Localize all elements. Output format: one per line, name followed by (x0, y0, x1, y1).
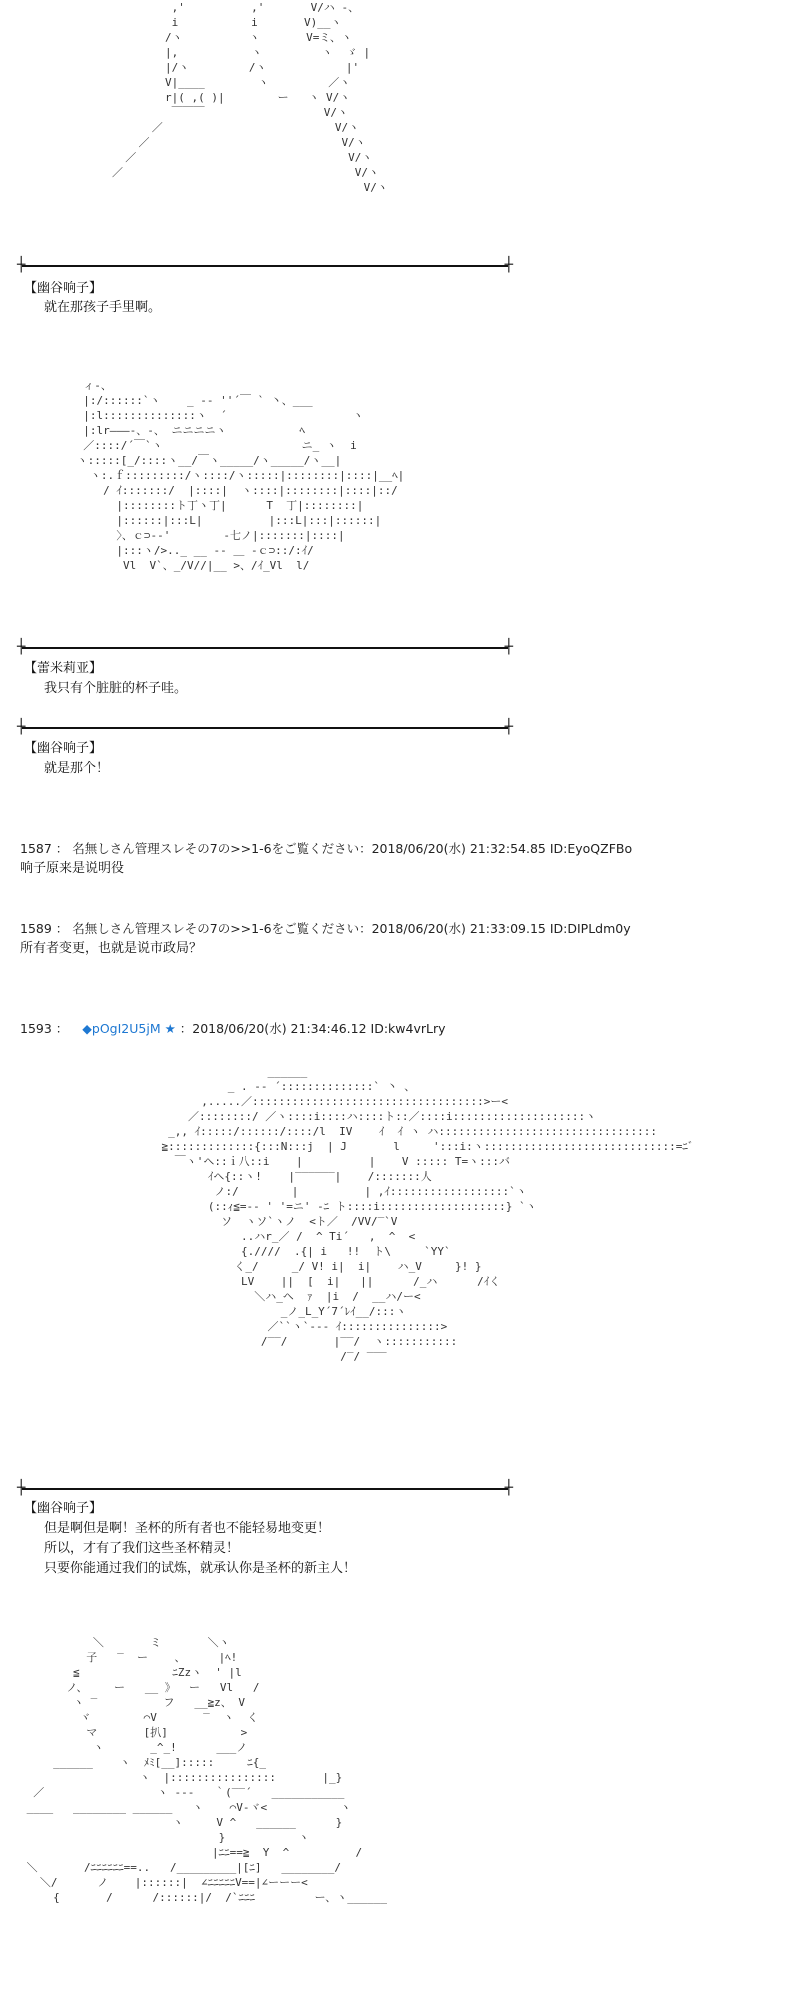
divider-1 (17, 257, 513, 273)
post-header: 1589 ： 名無しさん管理スレその7の>>1-6をご覧ください：2018/06/20(水) 21:33:09.15 ID:DIPLdm0y (20, 921, 631, 936)
ascii-art-2: ィ‐、 |:/::::::`ヽ _ -‐ ''´￣ ` 丶、___ |:l::::::::::::::ヽ ´ ヽ |:lr―――-、-、 ニニニニヽ ﾍ ／::::/´￣`ヽ ニ_ ヽ i ヽ:::::[_/::::ヽ__/￣ヽ_____/ヽ_____/ヽ__| ヽ:.ｆ:::::::::/ヽ::::/ヽ:::::|::::::::|::::|__ﾍ| / ｲ:::::::/ |::::| ヽ::::|::::::::|::::|::/ |::::::::ト丁ヽ丁| T 丁|::::::::| |::::::|:::L| |:::L|:::|::::::| 〉、ｃ⊃-‐' ‐七ノ|:::::::|::::| |:::ヽ/>.._ __ -‐ ＿ ‐ｃ⊃::/:ｲ/ Vl V`、_/V//|__ >、/ｲ_Vl l/ (76, 379, 405, 572)
cross-mark-icon: ┼ (17, 639, 26, 655)
divider-3 (17, 719, 513, 735)
author-trip[interactable]: ◆pOgI2U5jM ★ (82, 1021, 176, 1036)
speech-line: 我只有个脏脏的杯子哇。 (44, 681, 188, 696)
speech-line: 只要你能通过我们的试炼，就承认你是圣杯的新主人！ (44, 1561, 357, 1576)
post-meta: ：2018/06/20(水) 21:34:46.12 ID:kw4vrLry (179, 1021, 446, 1036)
cross-mark-icon: ┼ (504, 719, 513, 735)
cross-mark-icon: ┼ (504, 1480, 513, 1496)
ascii-art-3: ______ _ . -‐ ´::::::::::::::` 丶 、 ,.....／:::::::::::::::::::::::::::::::::::>ー< ／::::::::/ ／ヽ::::i::::ハ::::ト::／::::i::::::::::::::::::::ヽ _,, ｲ:::::/::::::/::::/l IV ｲ ｲ ヽ ハ::::::::::::::::::::::::::::::::: ≧:::::::::::::{:::N:::j | J l ':::i:ヽ:::::::::::::::::::::::::::::=ﾆ゛ ￣ヽ'ヘ::ｉ八::i | | V ::::: T=ヽ:::バ ｲヘ{::ヽ! |‾‾‾‾‾‾| /:::::::人 ノ:/ | | ,ｲ::::::::::::::::::`ヽ (::ｨ≦=-‐ ' '=ニ' ‐ﾆ ト::::i:::::::::::::::::::} `ヽ ソ ヽソ`ヽノ <ト／ /VV/‾`V ..ハr_／ / ^ Ti´ , ^ < {.//// .{| i !! ト\ `YY` く_/ _/ V! i| i| ハ_V }! } LV || [ i| || /_ハ /ｲく ＼ハ_ヘ ｧ |i / __ハ/ー< _ノ_L_Y´7´ﾚｲ__/:::ヽ ／``ヽ`‐-‐ ｲ:::::::::::::::> /‾‾/ |‾‾/ ヽ::::::::::: /‾/ ‾‾‾ (161, 1065, 699, 1363)
speaker-label: 【幽谷响子】 (24, 1501, 103, 1516)
speech-line: 就是那个！ (44, 761, 110, 776)
divider-2 (17, 639, 513, 655)
speech-line: 就在那孩子手里啊。 (44, 300, 162, 315)
ascii-art-4: ＼ ミ ＼ヽ 子 ‾ ー 、 |ﾍ! ≦ ﾆZzヽ ' |l ノ、 ー __ 》 ー Vl / ヽ ‾ フ __≧z、 V ヾ ⌒V ‾ ヽ く マ [扒] > ヽ _^_! ___ノ ______ ヽ ﾒﾐ[__]::::: ﾆ{_ ヽ |:::::::::::::::: |_} ／ ヽ ‐‐‐ ｀(‾‾´ ___________ ____ ________ ______ ヽ ⌒V‐ヾ< ヽ ヽ V ^ ______ } } ヽ |ﾆﾆ==≧ Y ^ / ＼ /ﾆﾆﾆﾆﾆﾆ==.. /_________|[ﾆ] ________/ ＼/ ノ |::::::| ∠ﾆﾆﾆﾆﾆV==|∠ーーー< { / /::::::|/ /`ﾆﾆﾆ ー、ヽ______ (26, 1636, 387, 1904)
post-header (20, 1020, 446, 1038)
speech-line: 所以，才有了我们这些圣杯精灵！ (44, 1541, 240, 1556)
cross-mark-icon: ┼ (17, 719, 26, 735)
speaker-label: 【蕾米莉亚】 (24, 661, 103, 676)
divider-4 (17, 1480, 513, 1496)
post-header: 1587 ： 名無しさん管理スレその7の>>1-6をご覧ください：2018/06/20(水) 21:32:54.85 ID:EyoQZFBo (20, 841, 633, 856)
post-number: 1593 ： (20, 1021, 69, 1036)
ascii-art-1: ,' ,' V/ハ -、 i i V)__ヽ /ヽ ヽ V=ミ、ヽ |, ヽ ヽ ゞ | |/ヽ /ヽ |' V|____ ヽ ／ヽ r|( ,( )| ー ヽ V/ヽ ￣￣￣ V/ヽ ／ V/ヽ ／ V/ヽ ／ V/ヽ ／ V/ヽ V/ヽ (112, 1, 388, 194)
post-body: 所有者变更，也就是说市政局？ (20, 941, 203, 956)
cross-mark-icon: ┼ (17, 257, 26, 273)
cross-mark-icon: ┼ (504, 257, 513, 273)
speaker-label: 【幽谷响子】 (24, 281, 103, 296)
cross-mark-icon: ┼ (504, 639, 513, 655)
speaker-label: 【幽谷响子】 (24, 741, 103, 756)
speech-line: 但是啊但是啊！圣杯的所有者也不能轻易地变更！ (44, 1521, 331, 1536)
cross-mark-icon: ┼ (17, 1480, 26, 1496)
post-body: 响子原来是说明役 (20, 861, 125, 876)
